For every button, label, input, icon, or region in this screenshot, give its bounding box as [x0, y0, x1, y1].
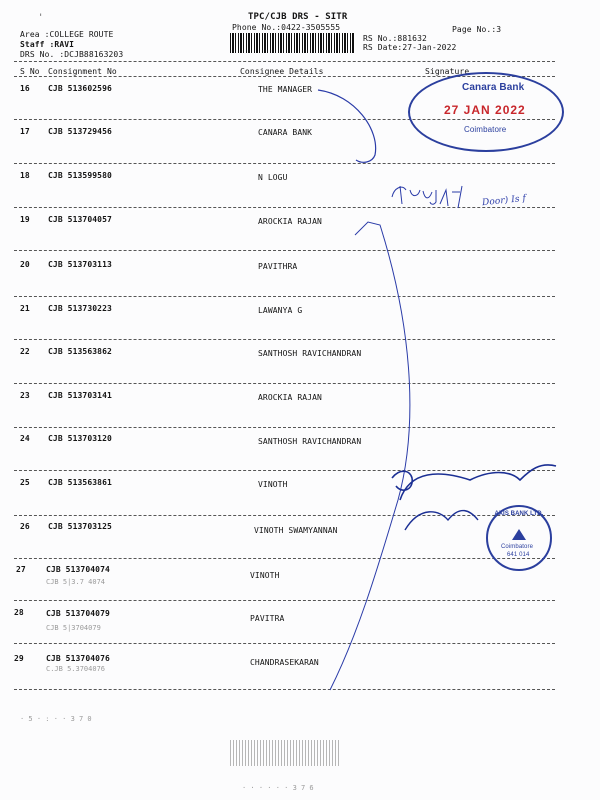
rs-date: RS Date:27-Jan-2022 [363, 43, 457, 52]
faint-print: CJB 5|3704079 [46, 624, 101, 632]
canara-bank-stamp [408, 72, 564, 152]
row-consignment: CJB 513599580 [48, 171, 112, 180]
stamp-date: 27 JAN 2022 [444, 103, 526, 117]
col-header-signature: Signature [425, 67, 470, 76]
row-consignee: VINOTH [250, 571, 280, 580]
row-consignment: CJB 513703125 [48, 522, 112, 531]
handwritten-note: Door) Is f [481, 193, 527, 209]
stamp-bank-name: AXIS BANK LTD. [494, 511, 544, 517]
row-consignee: AROCKIA RAJAN [258, 217, 322, 226]
row-sno: 20 [20, 260, 30, 269]
row-consignee: SANTHOSH RAVICHANDRAN [258, 349, 362, 358]
row-sno: 18 [20, 171, 30, 180]
row-consignment: CJB 513563862 [48, 347, 112, 356]
row-sno: 26 [20, 522, 30, 531]
col-header-consignment: Consignment No [48, 67, 117, 76]
row-consignee: PAVITRA [250, 614, 285, 623]
faint-print: · · · · · · 3 7 6 [242, 784, 314, 792]
row-sno: 22 [20, 347, 30, 356]
row-consignment: CJB 513704079 [46, 609, 110, 618]
row-consignee: CHANDRASEKARAN [250, 658, 319, 667]
faint-print: CJB 5|3.7 4074 [46, 578, 106, 586]
col-header-consignee: Consignee Details [240, 67, 324, 76]
col-header-sno: S No [20, 67, 40, 76]
row-consignment: CJB 513703141 [48, 391, 112, 400]
stamp-bank-name: Canara Bank [462, 82, 525, 93]
stamp-city: Coimbatore [501, 544, 534, 550]
row-consignment: CJB 513602596 [48, 84, 112, 93]
row-consignment: CJB 513703113 [48, 260, 112, 269]
rs-number: RS No.:881632 [363, 34, 427, 43]
row-consignment: CJB 513704074 [46, 565, 110, 574]
row-consignment: CJB 513729456 [48, 127, 112, 136]
document-title: TPC/CJB DRS - SITR [248, 12, 348, 22]
stamp-code: 641 014 [507, 552, 530, 558]
axis-bank-stamp [486, 505, 552, 571]
row-consignee: CANARA BANK [258, 128, 313, 137]
faint-print: C.JB 5.3704076 [46, 665, 106, 673]
drs-number: DRS No. :DCJB88163203 [20, 50, 124, 59]
row-consignee: LAWANYA G [258, 306, 303, 315]
row-sno: 16 [20, 84, 30, 93]
row-consignment: CJB 513703120 [48, 434, 112, 443]
row-sno: 23 [20, 391, 30, 400]
row-consignee: PAVITHRA [258, 262, 298, 271]
row-sno: 21 [20, 304, 30, 313]
corner-mark: ' [38, 13, 44, 23]
row-sno: 27 [16, 565, 26, 574]
row-consignment: CJB 513704076 [46, 654, 110, 663]
row-consignee: AROCKIA RAJAN [258, 393, 322, 402]
row-consignee: SANTHOSH RAVICHANDRAN [258, 437, 362, 446]
row-sno: 19 [20, 215, 30, 224]
row-sno: 25 [20, 478, 30, 487]
row-consignment: CJB 513704057 [48, 215, 112, 224]
row-sno: 17 [20, 127, 30, 136]
row-consignee: THE MANAGER [258, 85, 313, 94]
row-consignee: VINOTH [258, 480, 288, 489]
row-sno: 29 [14, 654, 24, 663]
row-sno: 24 [20, 434, 30, 443]
page-number: Page No.:3 [452, 25, 502, 34]
row-consignment: CJB 513730223 [48, 304, 112, 313]
row-consignee: VINOTH SWAMYANNAN [254, 526, 338, 535]
phone-number: Phone No.:0422-3505555 [232, 23, 341, 32]
faint-print: · 5 · : · · 3 7 0 [20, 715, 92, 723]
row-consignment: CJB 513563861 [48, 478, 112, 487]
staff-field: Staff :RAVI [20, 40, 75, 49]
row-sno: 28 [14, 608, 24, 617]
area-field: Area :COLLEGE ROUTE [20, 30, 114, 39]
axis-logo-icon [512, 529, 526, 540]
row-consignee: N LOGU [258, 173, 288, 182]
stamp-city: Coimbatore [464, 125, 507, 134]
